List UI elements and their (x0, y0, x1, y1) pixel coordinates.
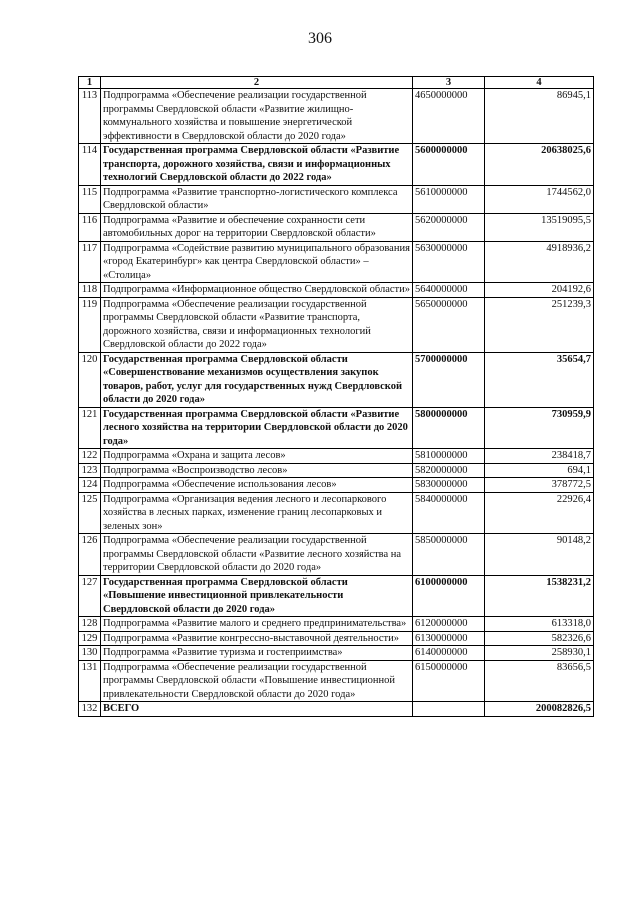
table-row (79, 144, 594, 186)
table-row (79, 463, 594, 478)
row-number: 128 (79, 617, 101, 632)
row-amount: 20638025,6 (485, 144, 594, 186)
row-name: Подпрограмма «Воспроизводство лесов» (101, 463, 413, 478)
row-number: 121 (79, 407, 101, 449)
row-number: 126 (79, 534, 101, 576)
row-number: 129 (79, 631, 101, 646)
row-amount: 4918936,2 (485, 241, 594, 283)
row-name: Подпрограмма «Обеспечение реализации государственной программы Свердловской области «Развитие жилищно-коммунального хозяйства и повышение энергетической эффективности в Свердловской области до 2020 года» (101, 89, 413, 144)
row-amount: 204192,6 (485, 283, 594, 298)
row-amount: 238418,7 (485, 449, 594, 464)
row-amount: 582326,6 (485, 631, 594, 646)
row-number: 113 (79, 89, 101, 144)
row-name: Подпрограмма «Обеспечение реализации государственной программы Свердловской области «Повышение инвестиционной привлекательности Свердловской области до 2020 года» (101, 660, 413, 702)
row-number: 114 (79, 144, 101, 186)
row-amount: 1538231,2 (485, 575, 594, 617)
row-code: 5830000000 (413, 478, 485, 493)
table-row (79, 646, 594, 661)
column-header: 2 (101, 77, 413, 89)
row-number: 132 (79, 702, 101, 717)
table-row (79, 617, 594, 632)
row-code: 5650000000 (413, 297, 485, 352)
row-number: 116 (79, 213, 101, 241)
row-number: 127 (79, 575, 101, 617)
row-amount: 86945,1 (485, 89, 594, 144)
row-code: 4650000000 (413, 89, 485, 144)
row-name: Подпрограмма «Информационное общество Свердловской области» (101, 283, 413, 298)
table-row (79, 283, 594, 298)
row-code: 6150000000 (413, 660, 485, 702)
table-row (79, 407, 594, 449)
row-name: Подпрограмма «Обеспечение реализации государственной программы Свердловской области «Развитие транспорта, дорожного хозяйства, связи и информационных технологий Свердловской области до 2022 года» (101, 297, 413, 352)
table-row (79, 660, 594, 702)
row-name: Государственная программа Свердловской области «Развитие транспорта, дорожного хозяйства, связи и информационных технологий Свердловской области до 2022 года» (101, 144, 413, 186)
row-code: 5800000000 (413, 407, 485, 449)
row-code: 5850000000 (413, 534, 485, 576)
row-number: 130 (79, 646, 101, 661)
row-code: 5840000000 (413, 492, 485, 534)
row-amount: 694,1 (485, 463, 594, 478)
row-code: 6120000000 (413, 617, 485, 632)
row-name: Подпрограмма «Развитие и обеспечение сохранности сети автомобильных дорог на территории Свердловской области» (101, 213, 413, 241)
row-amount: 13519095,5 (485, 213, 594, 241)
table-row (79, 702, 594, 717)
row-amount: 251239,3 (485, 297, 594, 352)
table-header-row (79, 77, 594, 89)
row-name: Государственная программа Свердловской области «Развитие лесного хозяйства на территории Свердловской области до 2020 года» (101, 407, 413, 449)
table-row (79, 478, 594, 493)
row-amount: 613318,0 (485, 617, 594, 632)
row-name: Подпрограмма «Развитие транспортно-логистического комплекса Свердловской области» (101, 185, 413, 213)
row-name: ВСЕГО (101, 702, 413, 717)
row-code (413, 702, 485, 717)
row-name: Подпрограмма «Развитие конгрессно-выставочной деятельности» (101, 631, 413, 646)
row-name: Подпрограмма «Обеспечение использования лесов» (101, 478, 413, 493)
row-number: 124 (79, 478, 101, 493)
table-row (79, 352, 594, 407)
row-name: Подпрограмма «Обеспечение реализации государственной программы Свердловской области «Развитие лесного хозяйства на территории Свердловской области до 2020 года» (101, 534, 413, 576)
row-amount: 83656,5 (485, 660, 594, 702)
row-code: 5610000000 (413, 185, 485, 213)
table-row (79, 449, 594, 464)
table-row (79, 213, 594, 241)
table-row (79, 492, 594, 534)
row-code: 5630000000 (413, 241, 485, 283)
row-number: 120 (79, 352, 101, 407)
row-amount: 22926,4 (485, 492, 594, 534)
row-amount: 258930,1 (485, 646, 594, 661)
row-number: 119 (79, 297, 101, 352)
row-code: 6140000000 (413, 646, 485, 661)
row-code: 5810000000 (413, 449, 485, 464)
row-amount: 200082826,5 (485, 702, 594, 717)
row-code: 5820000000 (413, 463, 485, 478)
row-name: Подпрограмма «Развитие туризма и гостеприимства» (101, 646, 413, 661)
row-name: Подпрограмма «Содействие развитию муниципального образования «город Екатеринбург» как центра Свердловской области» – «Столица» (101, 241, 413, 283)
row-number: 123 (79, 463, 101, 478)
row-code: 6100000000 (413, 575, 485, 617)
row-code: 5640000000 (413, 283, 485, 298)
row-amount: 35654,7 (485, 352, 594, 407)
budget-table (78, 76, 594, 717)
column-header: 1 (79, 77, 101, 89)
table-row (79, 185, 594, 213)
row-number: 115 (79, 185, 101, 213)
table-row (79, 534, 594, 576)
row-name: Подпрограмма «Организация ведения лесного и лесопаркового хозяйства в лесных парках, изменение границ лесопарковых и зеленых зон» (101, 492, 413, 534)
row-code: 5700000000 (413, 352, 485, 407)
row-name: Подпрограмма «Развитие малого и среднего предпринимательства» (101, 617, 413, 632)
row-name: Государственная программа Свердловской области «Повышение инвестиционной привлекательности Свердловской области до 2020 года» (101, 575, 413, 617)
table-row (79, 297, 594, 352)
page-number: 306 (308, 30, 332, 47)
row-number: 117 (79, 241, 101, 283)
row-name: Государственная программа Свердловской области «Совершенствование механизмов осуществления закупок товаров, работ, услуг для государственных нужд Свердловской области до 2020 года» (101, 352, 413, 407)
table-row (79, 631, 594, 646)
table-row (79, 575, 594, 617)
row-code: 5620000000 (413, 213, 485, 241)
row-amount: 90148,2 (485, 534, 594, 576)
row-number: 122 (79, 449, 101, 464)
row-code: 6130000000 (413, 631, 485, 646)
row-code: 5600000000 (413, 144, 485, 186)
row-amount: 1744562,0 (485, 185, 594, 213)
table-row (79, 241, 594, 283)
row-amount: 378772,5 (485, 478, 594, 493)
column-header: 3 (413, 77, 485, 89)
row-amount: 730959,9 (485, 407, 594, 449)
table-row (79, 89, 594, 144)
row-number: 131 (79, 660, 101, 702)
row-number: 125 (79, 492, 101, 534)
row-number: 118 (79, 283, 101, 298)
column-header: 4 (485, 77, 594, 89)
row-name: Подпрограмма «Охрана и защита лесов» (101, 449, 413, 464)
